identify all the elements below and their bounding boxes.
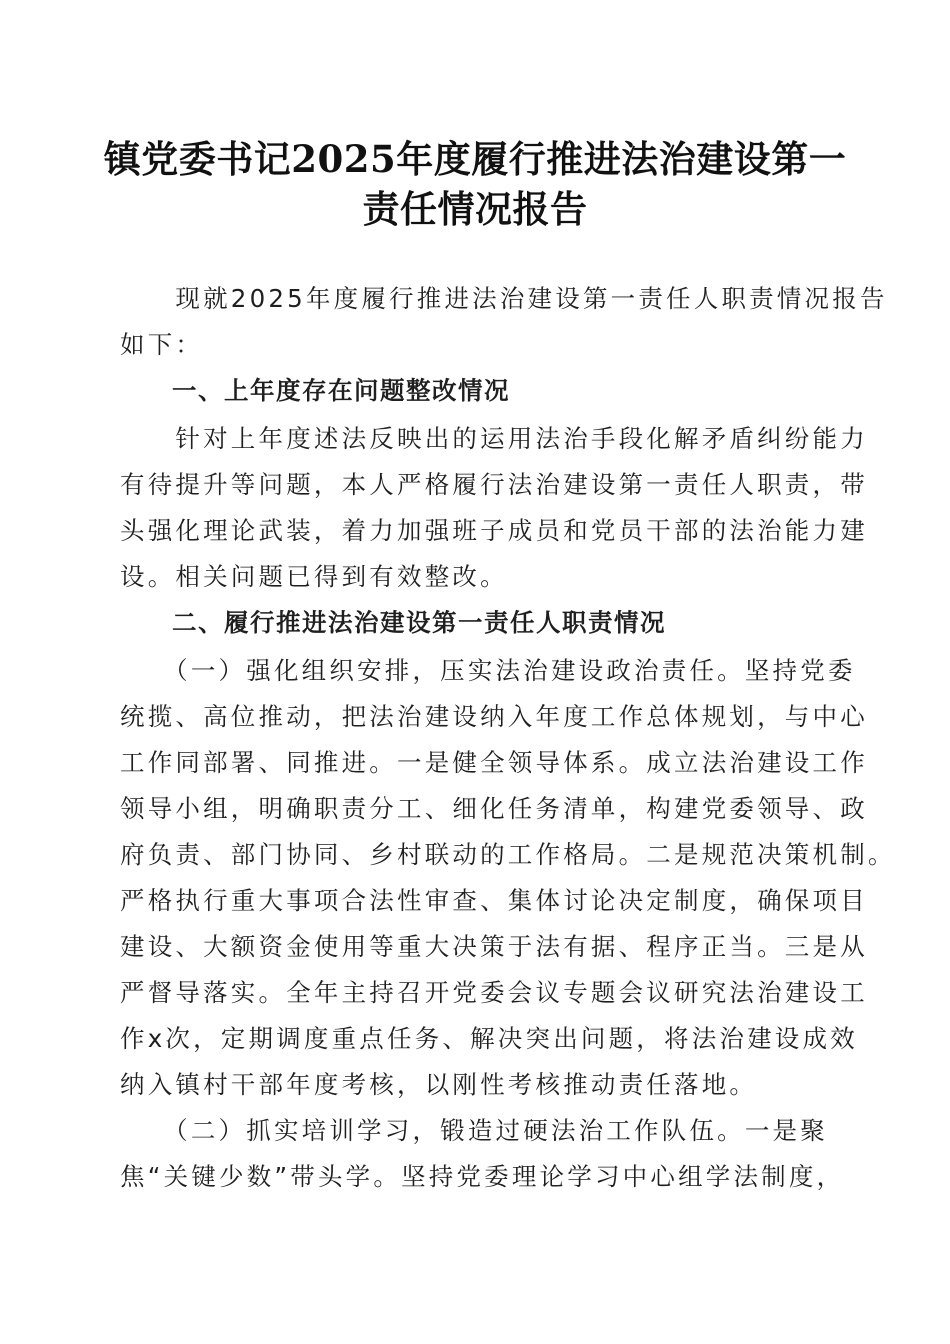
text-line: 设。相关问题已得到有效整改。 (120, 562, 508, 591)
section-heading-1 (120, 368, 830, 414)
text-line: 纳入镇村干部年度考核，以刚性考核推动责任落地。 (120, 1070, 758, 1099)
text-line: 严督导落实。全年主持召开党委会议专题会议研究法治建设工 (120, 978, 868, 1007)
text-line: （一）强化组织安排，压实法治建设政治责任。坚持党委 (120, 656, 856, 685)
text-line: 领导小组，明确职责分工、细化任务清单，构建党委领导、政 (120, 794, 868, 823)
paragraph-organization (120, 648, 896, 1108)
text-line: 如下： (120, 330, 204, 359)
text-line: 府负责、部门协同、乡村联动的工作格局。二是规范决策机制。 (120, 840, 896, 869)
text-line: 统揽、高位推动，把法治建设纳入年度工作总体规划，与中心 (120, 702, 868, 731)
document-body (120, 276, 896, 1200)
title-line-1: 镇党委书记2025年度履行推进法治建设第一 (103, 137, 847, 181)
text-line: 头强化理论武装，着力加强班子成员和党员干部的法治能力建 (120, 516, 868, 545)
heading-text: 一、上年度存在问题整改情况 (120, 376, 510, 405)
paragraph-training (120, 1108, 845, 1200)
paragraph-rectification (120, 416, 868, 600)
title-line-2: 责任情况报告 (362, 187, 588, 231)
text-line: 现就2025年度履行推进法治建设第一责任人职责情况报告 (120, 284, 888, 313)
text-line: 建设、大额资金使用等重大决策于法有据、程序正当。三是从 (120, 932, 868, 961)
text-line: 作x次，定期调度重点任务、解决突出问题，将法治建设成效 (120, 1024, 858, 1053)
text-line: 严格执行重大事项合法性审查、集体讨论决定制度，确保项目 (120, 886, 868, 915)
paragraph-intro (120, 276, 888, 368)
text-line: 焦“关键少数”带头学。坚持党委理论学习中心组学法制度， (120, 1162, 845, 1191)
document-title (100, 134, 850, 234)
text-line: 针对上年度述法反映出的运用法治手段化解矛盾纠纷能力 (120, 424, 868, 453)
heading-text: 二、履行推进法治建设第一责任人职责情况 (120, 608, 666, 637)
section-heading-2 (120, 600, 830, 646)
text-line: 有待提升等问题，本人严格履行法治建设第一责任人职责，带 (120, 470, 868, 499)
text-line: 工作同部署、同推进。一是健全领导体系。成立法治建设工作 (120, 748, 868, 777)
text-line: （二）抓实培训学习，锻造过硬法治工作队伍。一是聚 (120, 1116, 828, 1145)
